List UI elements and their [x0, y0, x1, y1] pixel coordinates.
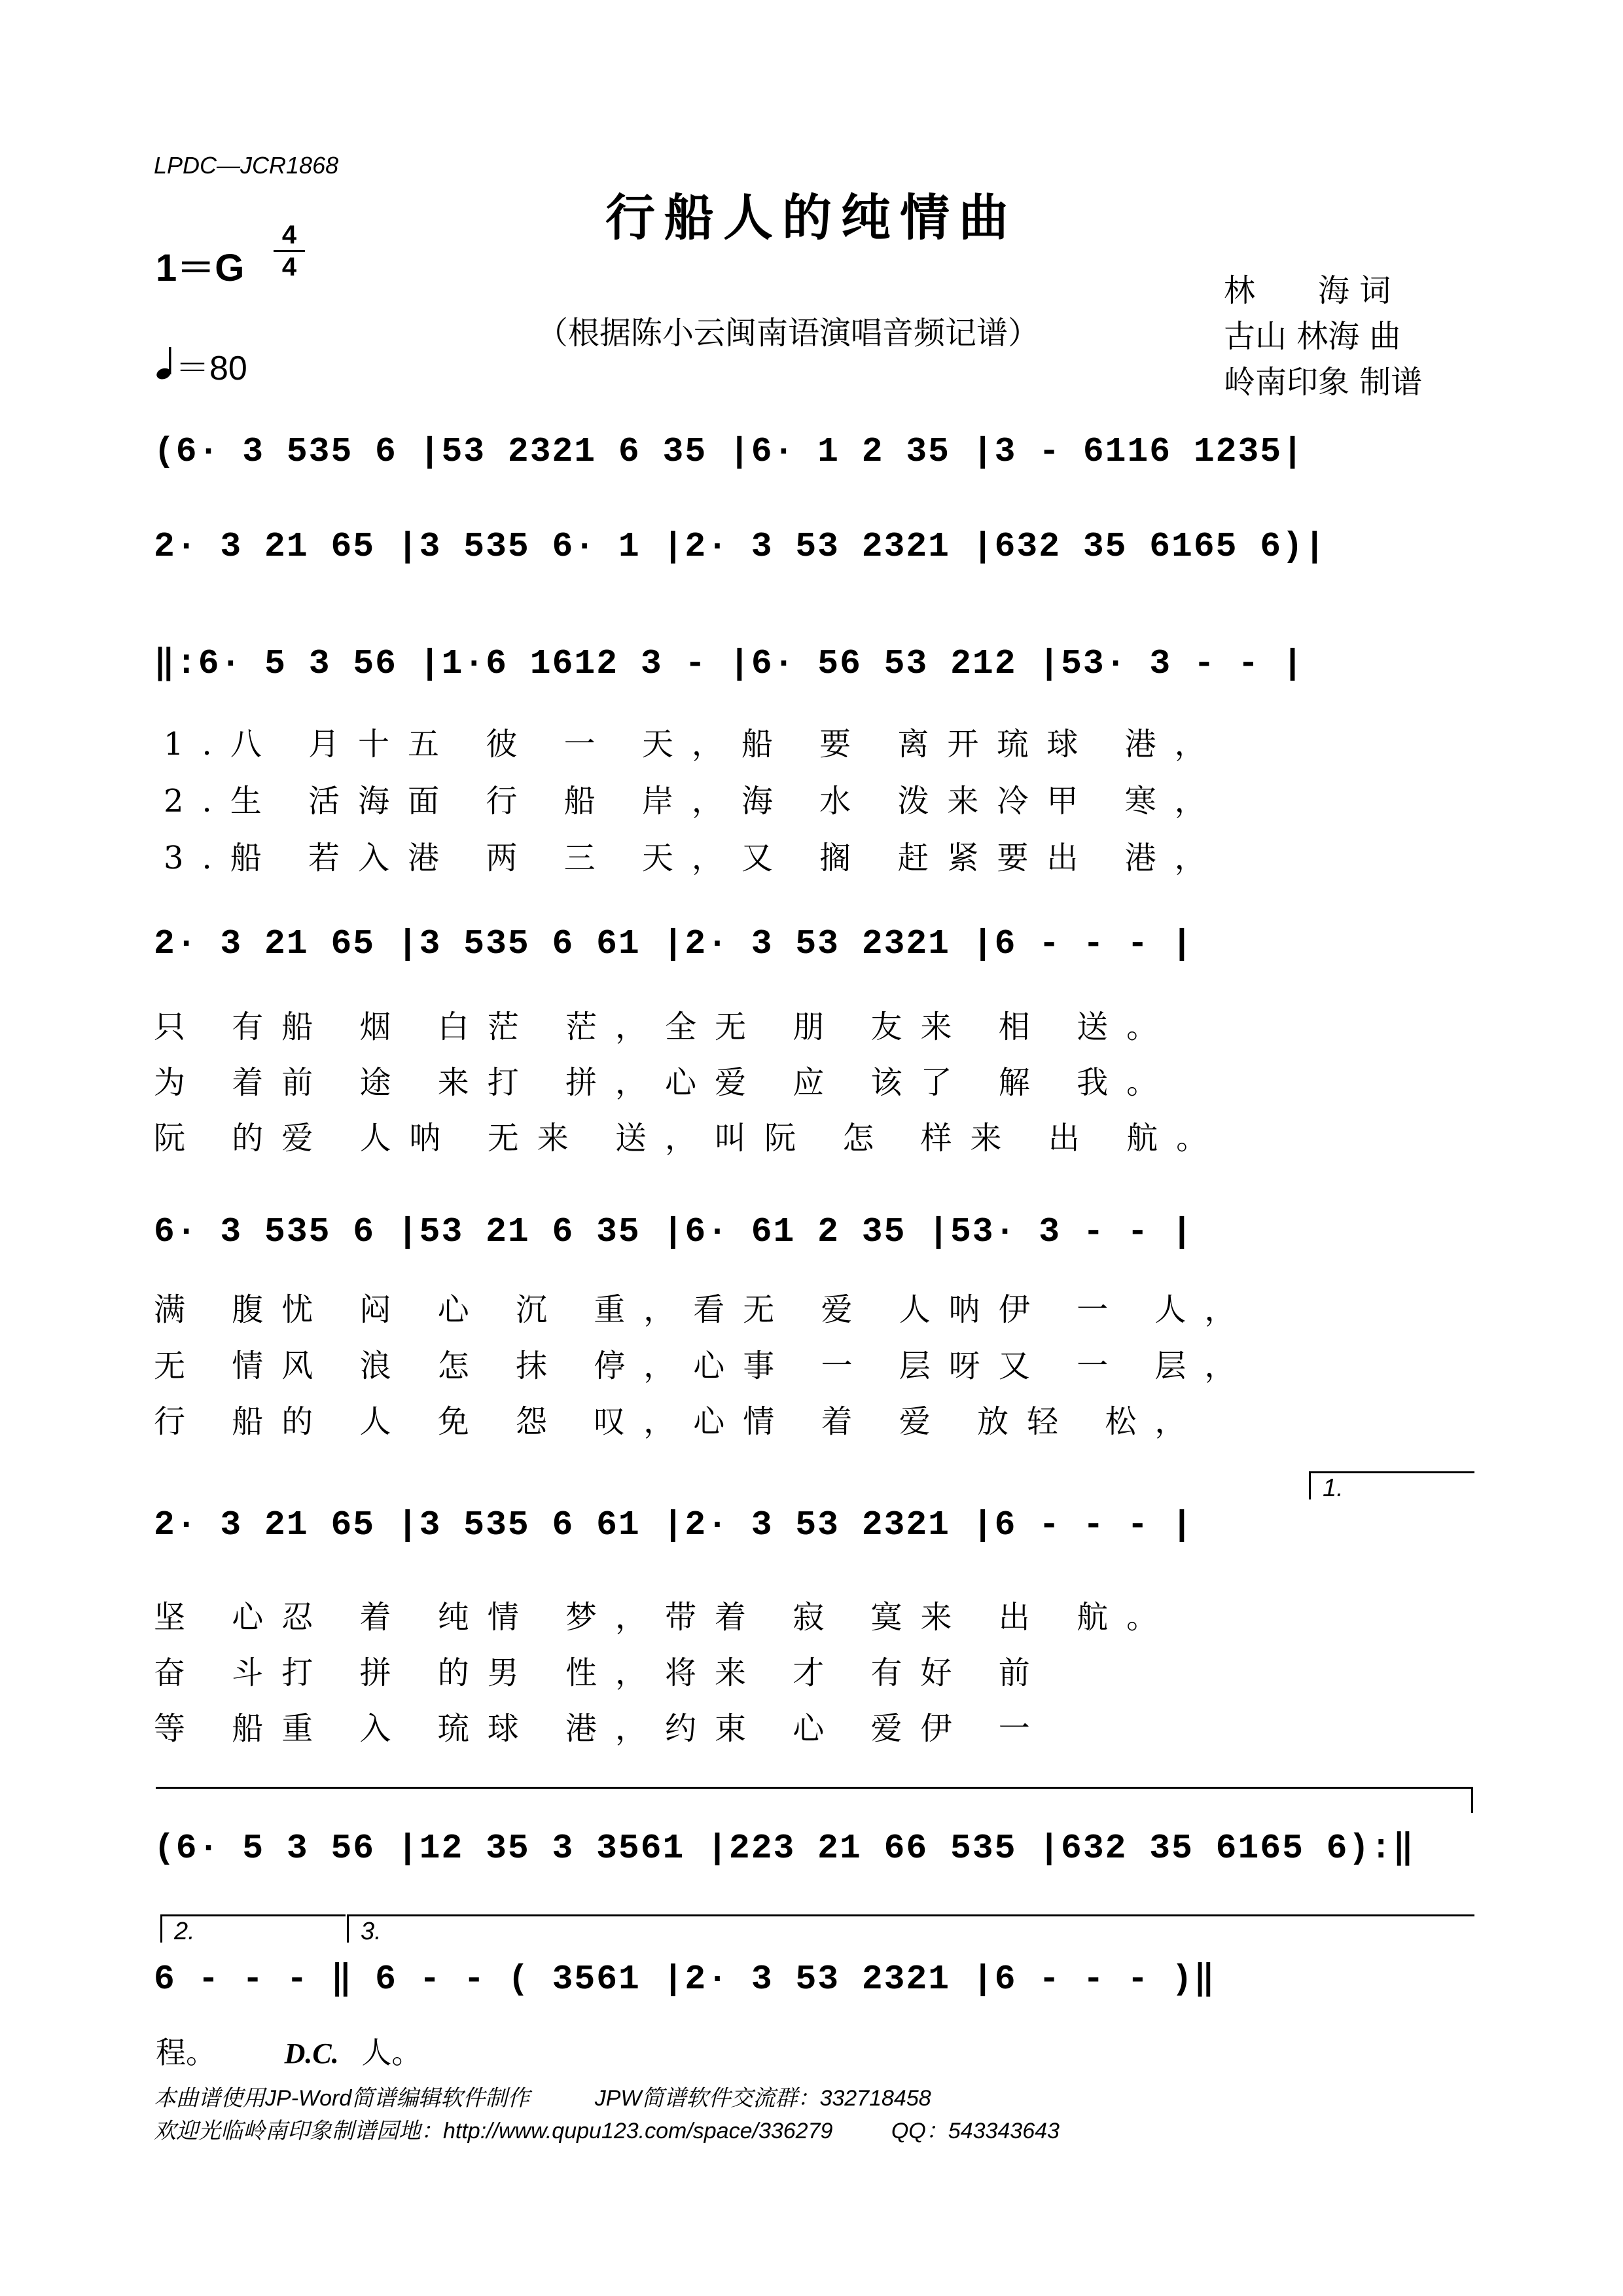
- time-signature-bar: [274, 250, 305, 252]
- time-signature-bottom: 4: [281, 253, 297, 281]
- tempo-value: ＝80: [175, 350, 247, 387]
- lyric-b-2: 为 着前 途 来打 拼，心爱 应 该了 解 我。: [154, 1064, 1177, 1101]
- lyric-d-3: 等 船重 入 琉球 港，约束 心 爱伊 一: [154, 1710, 1048, 1747]
- tempo-marking: [156, 340, 247, 389]
- intro-line-1: (6· 3 535 6 |53 2321 6 35 |6· 1 2 35 |3 - 6116 1235|: [154, 432, 1304, 471]
- dc-marking: D.C.: [284, 2037, 339, 2070]
- volta-label-1: 1.: [1323, 1475, 1344, 1502]
- quarter-note-icon: [156, 346, 175, 380]
- lyric-b-3: 阮 的爱 人呐 无来 送，叫阮 怎 样来 出 航。: [154, 1120, 1226, 1157]
- footer-software: 本曲谱使用JP-Word简谱编辑软件制作: [154, 2086, 530, 2111]
- lyric-b-1: 只 有船 烟 白茫 茫，全无 朋 友来 相 送。: [154, 1009, 1177, 1045]
- ending-lyric-1: 程。: [156, 2035, 216, 2070]
- verse-line-c: 6· 3 535 6 |53 21 6 35 |6· 61 2 35 |53· 3 - - |: [154, 1212, 1194, 1251]
- verse-line-d: 2· 3 21 65 |3 535 6 61 |2· 3 53 2321 |6 - - - |: [154, 1505, 1194, 1545]
- page-title: 行船人的纯情曲: [605, 188, 1018, 247]
- lyric-a-3: 3.船 若入港 两 三 天，又 搁 赶紧要出 港，: [164, 840, 1224, 876]
- footer-group: JPW简谱软件交流群：332718458: [594, 2086, 931, 2111]
- footer-line-1: [154, 2080, 931, 2112]
- lyric-c-3: 行 船的 人 免 怨 叹，心情 着 爱 放轻 松，: [154, 1403, 1205, 1440]
- footer-website: 欢迎光临岭南印象制谱园地：http://www.qupu123.com/space/336279: [154, 2119, 833, 2144]
- verse-line-b: 2· 3 21 65 |3 535 6 61 |2· 3 53 2321 |6 - - - |: [154, 924, 1194, 963]
- intro-line-2: 2· 3 21 65 |3 535 6· 1 |2· 3 53 2321 |632 35 6165 6)|: [154, 527, 1327, 566]
- volta-label-2: 2.: [174, 1918, 195, 1945]
- repeat-bracket-line: [156, 1787, 1472, 1789]
- time-signature: [270, 221, 309, 281]
- lyric-d-2: 奋 斗打 拼 的男 性，将来 才 有好 前: [154, 1655, 1048, 1691]
- ending-line: 6 - - - ‖ 6 - - ( 3561 |2· 3 53 2321 |6 - - - )‖: [154, 1960, 1216, 1999]
- volta-bracket-2: [160, 1914, 346, 1943]
- score-code: LPDC—JCR1868: [154, 152, 339, 179]
- repeat-bracket-end: [1471, 1787, 1473, 1813]
- ending-lyric: [156, 2029, 421, 2072]
- key-signature: 1＝G: [156, 247, 245, 289]
- footer-line-2: [154, 2113, 1060, 2145]
- volta-bracket-3: [347, 1914, 1474, 1943]
- lyric-a-2: 2.生 活海面 行 船 岸，海 水 泼来冷甲 寒，: [164, 783, 1224, 819]
- volta-label-3: 3.: [361, 1918, 382, 1945]
- lyricist-credit: 林 海 词: [1224, 272, 1391, 309]
- lyric-c-1: 满 腹忧 闷 心 沉 重，看无 爱 人呐伊 一 人，: [154, 1291, 1255, 1328]
- subtitle: （根据陈小云闽南语演唱音频记谱）: [537, 315, 1040, 351]
- lyric-c-2: 无 情风 浪 怎 抹 停，心事 一 层呀又 一 层，: [154, 1348, 1255, 1384]
- composer-credit: 古山 林海 曲: [1224, 318, 1401, 355]
- time-signature-top: 4: [281, 221, 297, 249]
- footer-qq: QQ：543343643: [891, 2119, 1060, 2144]
- verse-line-a: ‖:6· 5 3 56 |1·6 1612 3 - |6· 56 53 212 |53· 3 - - |: [154, 644, 1304, 683]
- volta-bracket-1: [1309, 1471, 1474, 1502]
- arranger-credit: 岭南印象 制谱: [1224, 364, 1423, 401]
- lyric-d-1: 坚 心忍 着 纯情 梦，带着 寂 寞来 出 航。: [154, 1599, 1177, 1636]
- lyric-a-1: 1.八 月十五 彼 一 天，船 要 离开琉球 港，: [164, 726, 1224, 762]
- ending-lyric-2: 人。: [361, 2035, 422, 2070]
- interlude-line: (6· 5 3 56 |12 35 3 3561 |223 21 66 535 |632 35 6165 6):‖: [154, 1829, 1415, 1868]
